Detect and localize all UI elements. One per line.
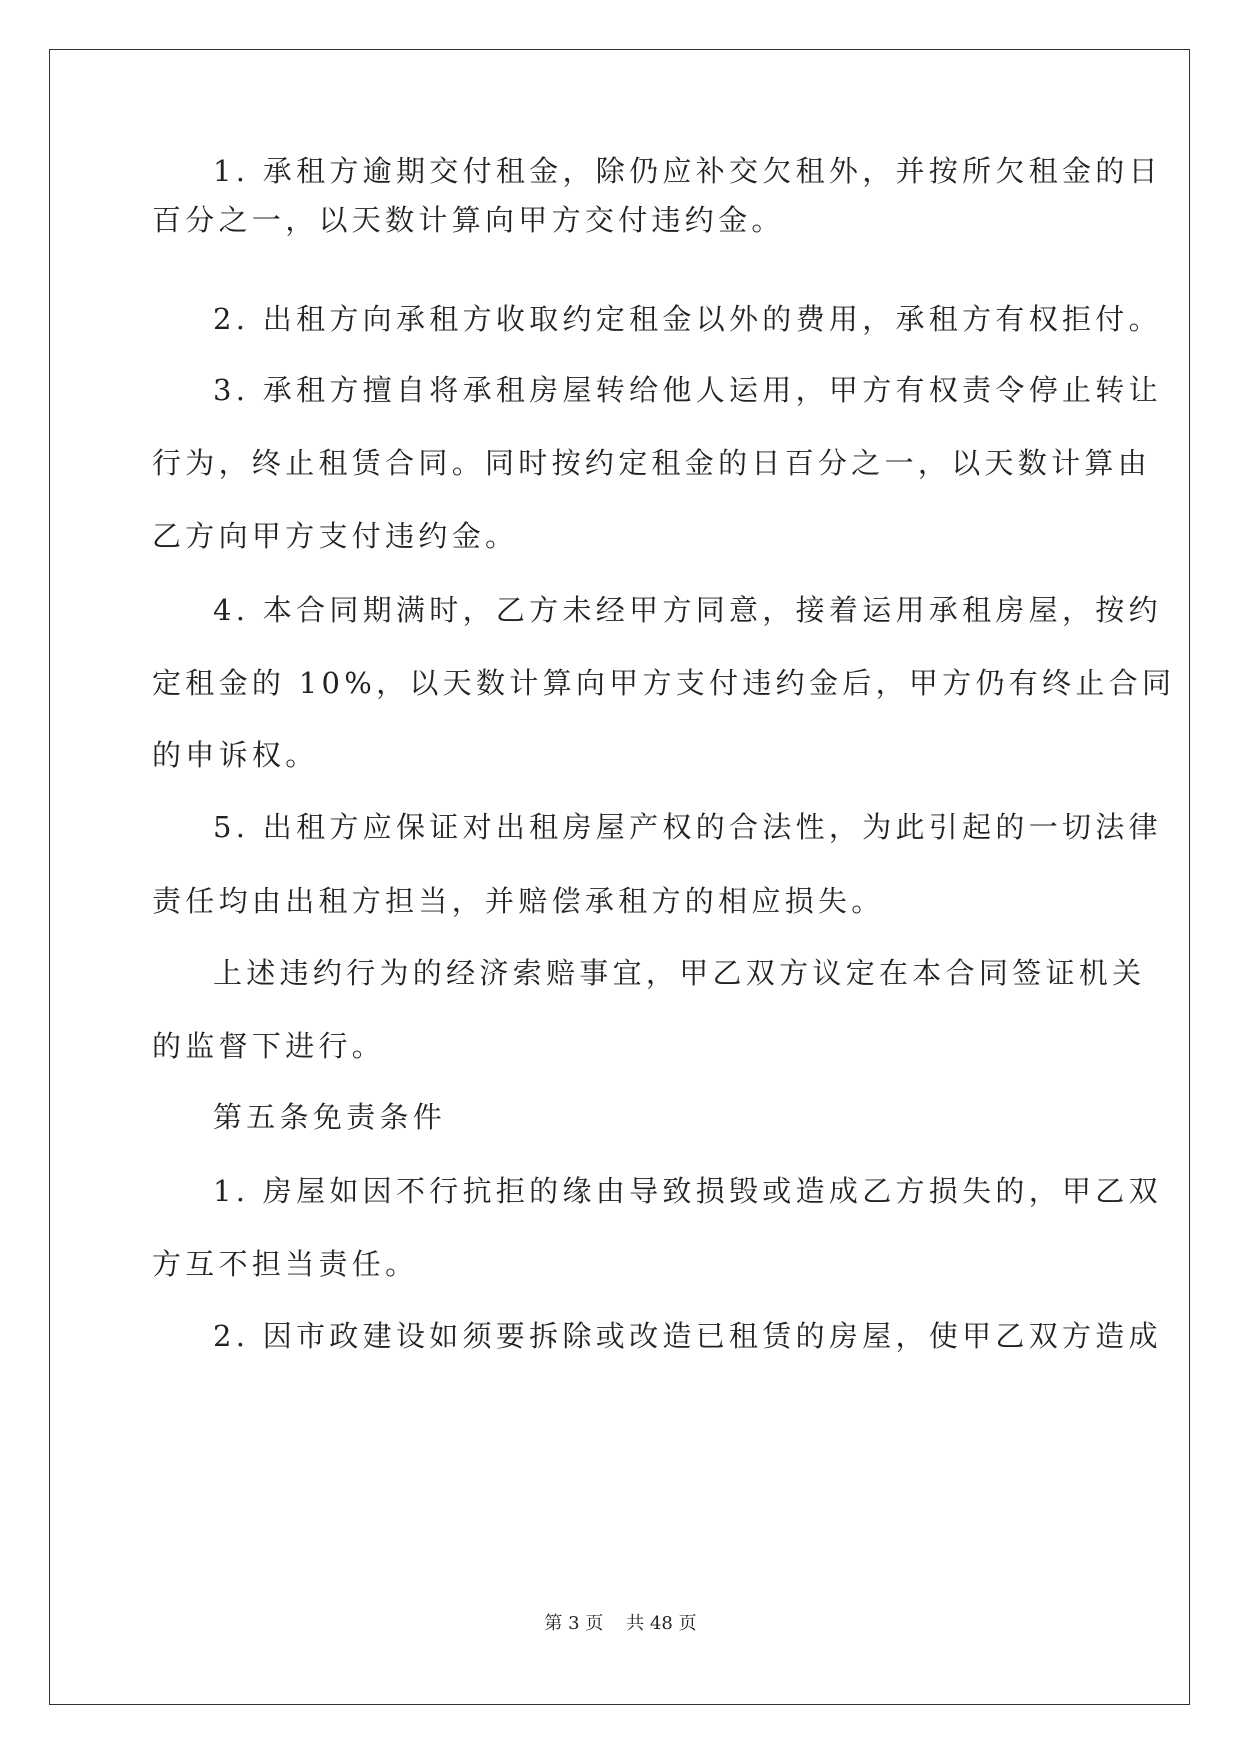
- paragraph-line: 责任均由出租方担当，并赔偿承租方的相应损失。: [152, 884, 885, 918]
- paragraph-line: 乙方向甲方支付违约金。: [152, 519, 519, 553]
- page-number: 第 3 页: [544, 1613, 604, 1634]
- paragraph-line: 5. 出租方应保证对出租房屋产权的合法性，为此引起的一切法律: [213, 810, 1162, 844]
- paragraph-line: 4. 本合同期满时，乙方未经甲方同意，接着运用承租房屋，按约: [213, 593, 1162, 627]
- page-total: 共 48 页: [626, 1613, 697, 1634]
- page-border: [49, 49, 1190, 1705]
- paragraph-line: 1. 房屋如因不行抗拒的缘由导致损毁或造成乙方损失的，甲乙双: [213, 1174, 1162, 1208]
- section-heading: 第五条免责条件: [213, 1100, 447, 1134]
- paragraph-line: 2. 因市政建设如须要拆除或改造已租赁的房屋，使甲乙双方造成: [213, 1319, 1162, 1353]
- paragraph-line: 方互不担当责任。: [152, 1247, 419, 1281]
- paragraph-line: 2. 出租方向承租方收取约定租金以外的费用，承租方有权拒付。: [213, 302, 1162, 336]
- page-footer: [0, 1609, 1241, 1635]
- paragraph-line: 行为，终止租赁合同。同时按约定租金的日百分之一，以天数计算由: [152, 446, 1152, 480]
- paragraph-line: 1. 承租方逾期交付租金，除仍应补交欠租外，并按所欠租金的日: [213, 154, 1162, 188]
- paragraph-line: 的监督下进行。: [152, 1029, 386, 1063]
- paragraph-line: 的申诉权。: [152, 738, 319, 772]
- paragraph-line: 上述违约行为的经济索赔事宜，甲乙双方议定在本合同签证机关: [213, 956, 1146, 990]
- paragraph-line: 百分之一，以天数计算向甲方交付违约金。: [152, 203, 785, 237]
- paragraph-line: 定租金的 10%，以天数计算向甲方支付违约金后，甲方仍有终止合同: [152, 666, 1176, 700]
- paragraph-line: 3. 承租方擅自将承租房屋转给他人运用，甲方有权责令停止转让: [213, 373, 1162, 407]
